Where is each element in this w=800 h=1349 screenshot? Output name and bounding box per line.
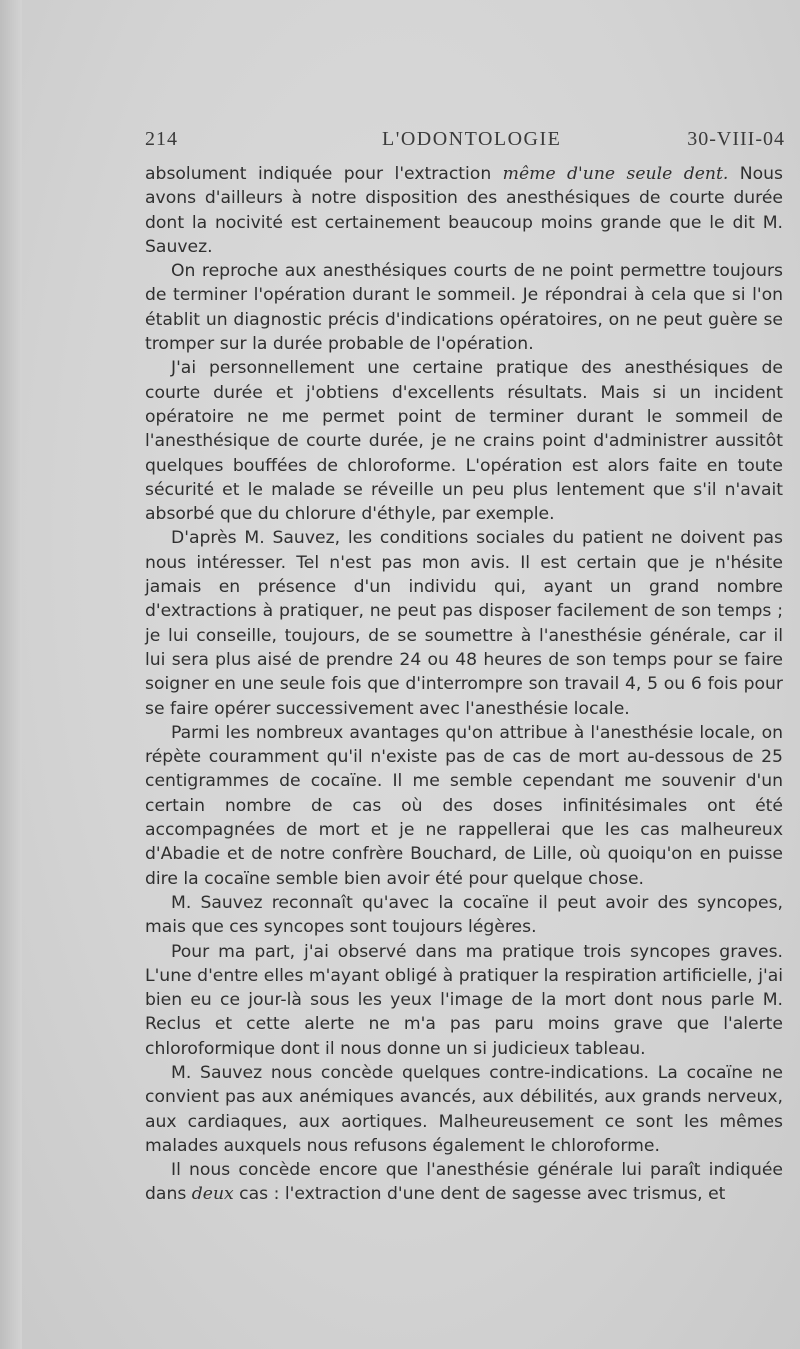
paragraph-9-start: Il nous concède encore que l'anesthésie générale lui paraît indiquée dans bbox=[145, 1160, 783, 1205]
paragraph-9-italic: deux bbox=[191, 1184, 234, 1205]
article-body bbox=[145, 162, 783, 1207]
paragraph-6: M. Sauvez reconnaît qu'avec la cocaïne il peut avoir des syncopes, mais que ces syncopes sont toujours légères. bbox=[145, 892, 783, 938]
paragraph-5: Parmi les nombreux avantages qu'on attribue à l'anesthésie locale, on répète couramment qu'il n'existe pas de cas de mort au-dessous de 25 centigrammes de cocaïne. Il me semble cependant me souvenir d'un certain nombre de cas où des doses infinitésimales ont été accompagnées de mort et je ne rappellerai que les cas malheureux d'Abadie et de notre confrère Bouchard, de Lille, où quoiqu'on en puisse dire la cocaïne semble bien avoir été pour quelque chose. bbox=[145, 722, 783, 889]
paragraph-1-end: Nous avons d'ailleurs à notre disposition des anesthésiques de courte durée dont la nocivité est certainement beaucoup moins grande que le dit M. Sauvez. bbox=[145, 164, 784, 257]
page-number: 214 bbox=[145, 128, 178, 150]
journal-title: L'ODONTOLOGIE bbox=[382, 128, 562, 150]
paragraph-1-start: absolument indiquée pour l'extraction bbox=[145, 164, 503, 184]
paragraph-2: On reproche aux anesthésiques courts de ne point permettre toujours de terminer l'opération durant le sommeil. Je répondrai à cela que si l'on établit un diagnostic précis d'indications opératoires, on ne peut guère se tromper sur la durée probable de l'opération. bbox=[145, 261, 783, 355]
paragraph-7: Pour ma part, j'ai observé dans ma pratique trois syncopes graves. L'une d'entre elles m'ayant obligé à pratiquer la respiration artificielle, j'ai bien eu ce jour-là sous les yeux l'image de la mort dont nous parle M. Reclus et cette alerte ne m'a pas paru moins grave que l'alerte chloroformique dont il nous donne un si judicieux tableau. bbox=[145, 941, 783, 1059]
paragraph-9-end: cas : l'extraction d'une dent de sagesse avec trismus, et bbox=[233, 1184, 726, 1205]
issue-date: 30-VIII-04 bbox=[687, 128, 785, 150]
paragraph-9 bbox=[145, 1158, 783, 1207]
paragraph-3: J'ai personnellement une certaine pratique des anesthésiques de courte durée et j'obtiens d'excellents résultats. Mais si un incident opératoire ne me permet point de terminer durant le sommeil de l'anesthésique de courte durée, je ne crains point d'administrer aussitôt quelques bouffées de chloroforme. L'opération est alors faite en toute sécurité et le malade se réveille un peu plus lentement que s'il n'avait absorbé que du chlorure d'éthyle, par exemple. bbox=[145, 358, 783, 525]
paragraph-1-italic: même d'une seule dent. bbox=[502, 164, 729, 184]
page-spine-shadow bbox=[0, 0, 22, 1349]
paragraph-8: M. Sauvez nous concède quelques contre-indications. La cocaïne ne convient pas aux anémiques avancés, aux débilités, aux grands nerveux, aux cardiaques, aux aortiques. Malheureusement ce sont les mêmes malades auxquels nous refusons également le chloroforme. bbox=[145, 1062, 783, 1156]
running-head bbox=[145, 128, 785, 158]
paragraph-1 bbox=[145, 162, 783, 259]
paragraph-4: D'après M. Sauvez, les conditions sociales du patient ne doivent pas nous intéresser. Tel n'est pas mon avis. Il est certain que je n'hésite jamais en présence d'un individu qui, ayant un grand nombre d'extractions à pratiquer, ne peut pas disposer facilement de son temps ; je lui conseille, toujours, de se soumettre à l'anesthésie générale, car il lui sera plus aisé de prendre 24 ou 48 heures de son temps pour se faire soigner en une seule fois que d'interrompre son travail 4, 5 ou 6 fois pour se faire opérer successivement avec l'anesthésie locale. bbox=[145, 528, 783, 719]
